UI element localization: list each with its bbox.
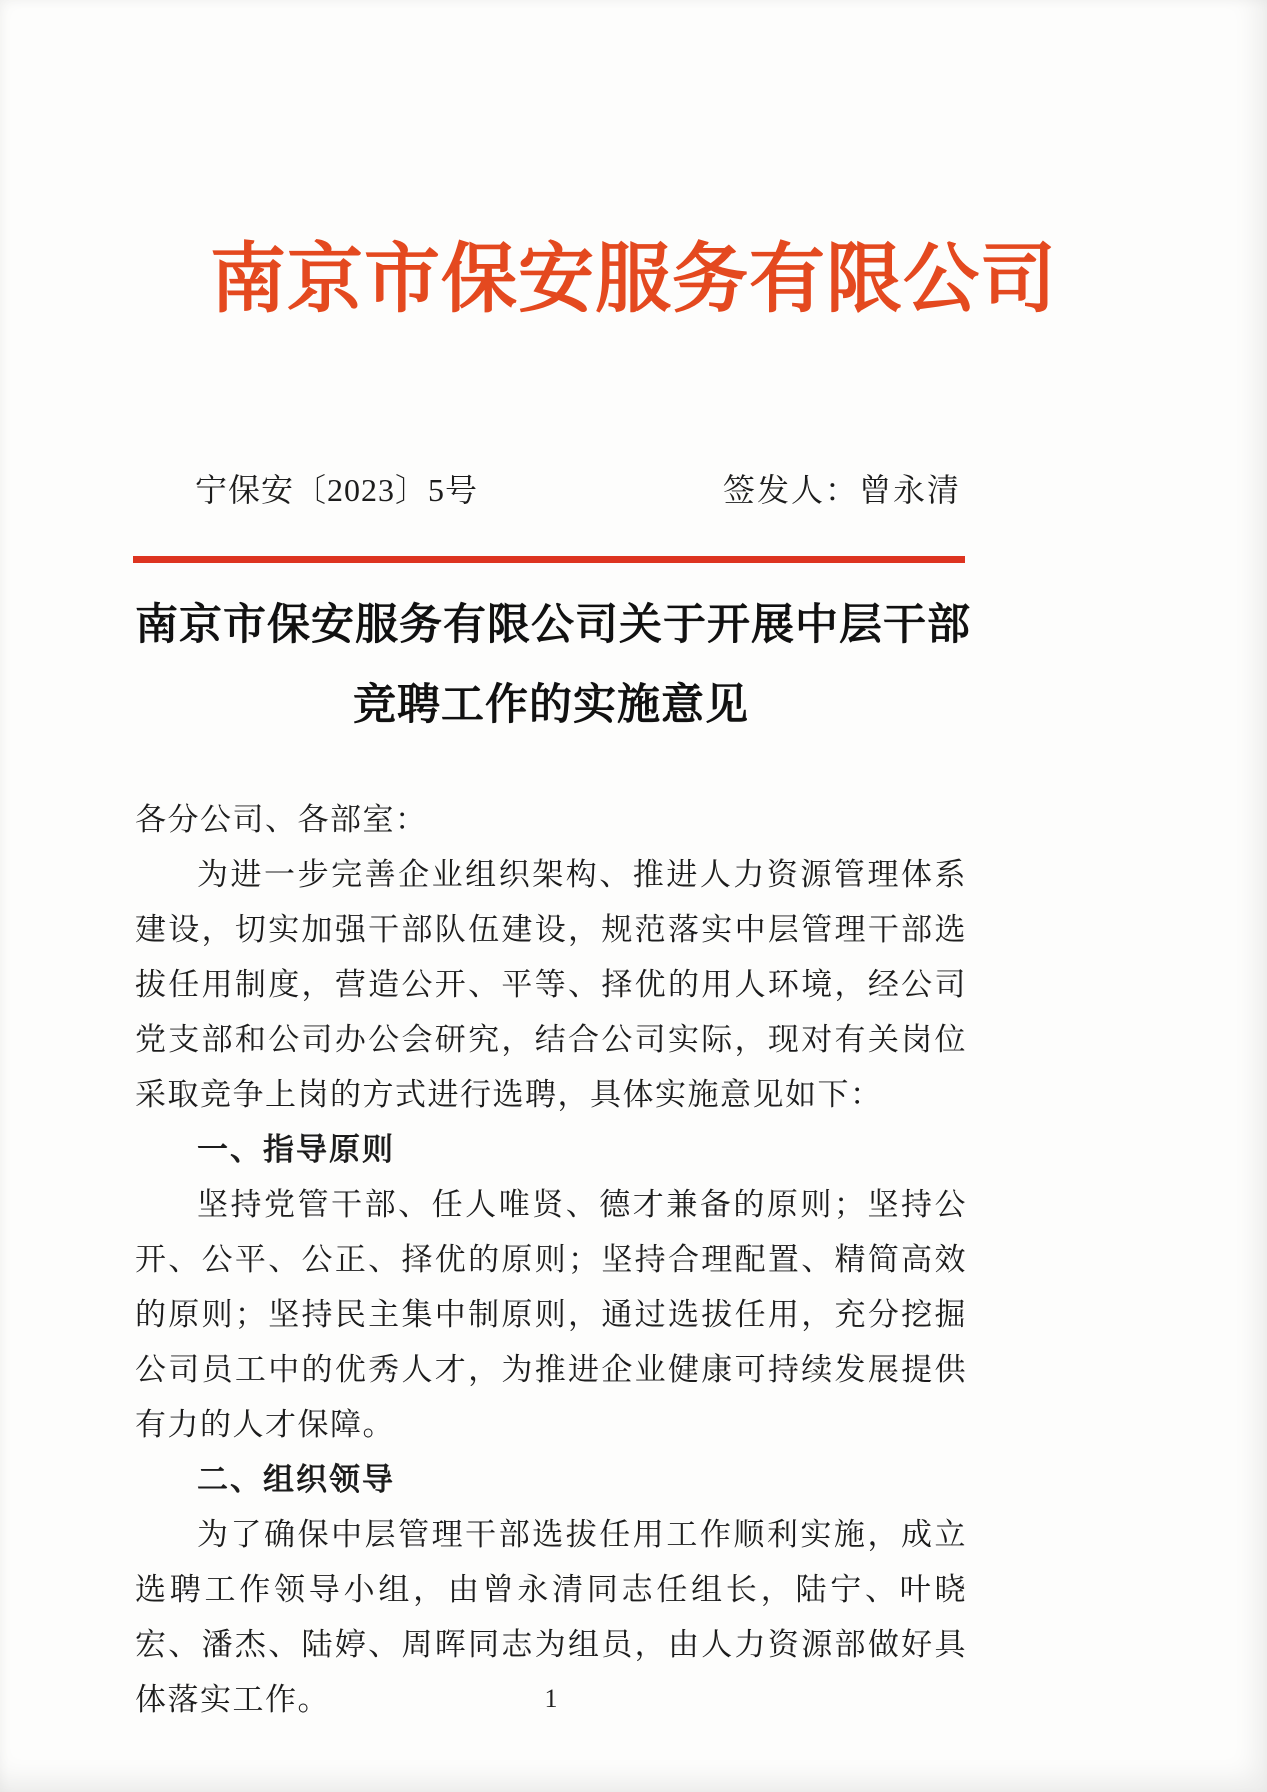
paragraph-guiding-principles: 坚持党管干部、任人唯贤、德才兼备的原则；坚持公开、公平、公正、择优的原则；坚持合理配置、精简高效的原则；坚持民主集中制原则，通过选拔任用，充分挖掘公司员工中的优秀人才，为推进企业健康可持续发展提供有力的人才保障。 xyxy=(135,1187,967,1442)
document-title xyxy=(135,586,971,746)
section-heading-guiding-principles: 一、指导原则 xyxy=(197,1132,395,1167)
issuer-name: 曾永清 xyxy=(858,472,961,508)
document-body xyxy=(135,792,967,1727)
letterhead-company-title: 南京市保安服务有限公司 xyxy=(210,238,1057,322)
paragraph-organization-leadership: 为了确保中层管理干部选拔任用工作顺利实施，成立选聘工作领导小组，由曾永清同志任组长，陆宁、叶晓宏、潘杰、陆婷、周晖同志为组员，由人力资源部做好具体落实工作。 xyxy=(135,1517,967,1717)
document-title-line-1: 南京市保安服务有限公司关于开展中层干部 xyxy=(135,602,971,649)
salutation: 各分公司、各部室： xyxy=(135,802,428,837)
document-info-row xyxy=(137,470,965,510)
document-title-line-2: 竞聘工作的实施意见 xyxy=(353,682,749,729)
issuer xyxy=(723,470,965,510)
document-number: 宁保安〔2023〕5号 xyxy=(195,472,479,508)
paragraph-intro: 为进一步完善企业组织架构、推进人力资源管理体系建设，切实加强干部队伍建设，规范落实中层管理干部选拔任用制度，营造公开、平等、择优的用人环境，经公司党支部和公司办公会研究，结合公司实际，现对有关岗位采取竞争上岗的方式进行选聘，具体实施意见如下： xyxy=(135,857,967,1112)
page-number: 1 xyxy=(544,1684,558,1713)
section-heading-organization-leadership: 二、组织领导 xyxy=(197,1462,395,1497)
issuer-label: 签发人： xyxy=(722,472,859,508)
red-divider-rule xyxy=(133,556,965,563)
